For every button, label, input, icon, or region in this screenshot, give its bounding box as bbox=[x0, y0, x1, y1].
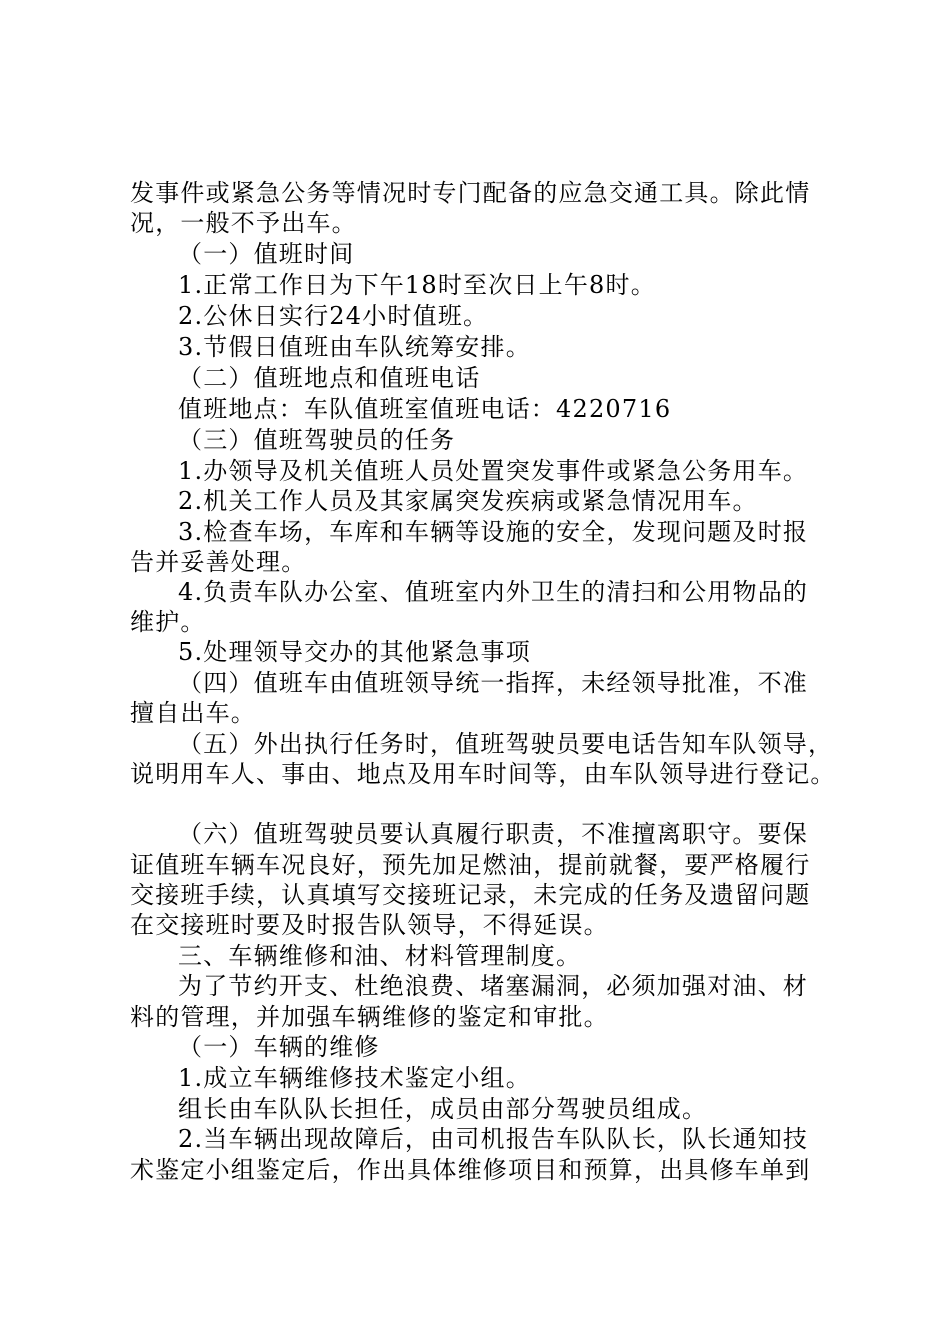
paragraph-line: 告并妥善处理。 bbox=[130, 548, 307, 576]
list-item: 1.正常工作日为下午18时至次日上午8时。 bbox=[178, 271, 656, 299]
paragraph-line: 维护。 bbox=[130, 608, 206, 636]
paragraph-line: 料的管理，并加强车辆维修的鉴定和审批。 bbox=[130, 1003, 609, 1031]
paragraph-line: 为了节约开支、杜绝浪费、堵塞漏洞，必须加强对油、材 bbox=[178, 972, 808, 1000]
section-heading: 三、车辆维修和油、材料管理制度。 bbox=[178, 942, 582, 970]
list-item: 2.机关工作人员及其家属突发疾病或紧急情况用车。 bbox=[178, 487, 758, 515]
paragraph-line: 证值班车辆车况良好，预先加足燃油，提前就餐，要严格履行 bbox=[130, 851, 811, 879]
paragraph-line: 术鉴定小组鉴定后，作出具体维修项目和预算，出具修车单到 bbox=[130, 1156, 811, 1184]
list-item: 3.检查车场，车库和车辆等设施的安全，发现问题及时报 bbox=[178, 518, 809, 546]
paragraph-line: （五）外出执行任务时，值班驾驶员要电话告知车队领导， bbox=[178, 730, 834, 758]
section-heading: （一）值班时间 bbox=[178, 240, 355, 268]
list-item: 2.公休日实行24小时值班。 bbox=[178, 302, 489, 330]
paragraph-line: （六）值班驾驶员要认真履行职责，不准擅离职守。要保 bbox=[178, 820, 808, 848]
list-item: 1.办领导及机关值班人员处置突发事件或紧急公务用车。 bbox=[178, 457, 809, 485]
paragraph-line: 在交接班时要及时报告队领导，不得延误。 bbox=[130, 911, 609, 939]
paragraph-line: 发事件或紧急公务等情况时专门配备的应急交通工具。除此情 bbox=[130, 179, 811, 207]
paragraph-line: （四）值班车由值班领导统一指挥，未经领导批准，不准 bbox=[178, 669, 808, 697]
list-item: 1.成立车辆维修技术鉴定小组。 bbox=[178, 1064, 531, 1092]
list-item: 4.负责车队办公室、值班室内外卫生的清扫和公用物品的 bbox=[178, 578, 809, 606]
paragraph-line: 交接班手续，认真填写交接班记录，未完成的任务及遗留问题 bbox=[130, 881, 811, 909]
section-heading: （一）车辆的维修 bbox=[178, 1033, 380, 1061]
section-heading: （二）值班地点和值班电话 bbox=[178, 364, 481, 392]
paragraph-line: 值班地点：车队值班室值班电话：4220716 bbox=[178, 395, 672, 423]
paragraph-line: 组长由车队队长担任，成员由部分驾驶员组成。 bbox=[178, 1095, 708, 1123]
list-item: 3.节假日值班由车队统筹安排。 bbox=[178, 333, 531, 361]
section-heading: （三）值班驾驶员的任务 bbox=[178, 426, 456, 454]
list-item: 5.处理领导交办的其他紧急事项 bbox=[178, 638, 531, 666]
paragraph-line: 说明用车人、事由、地点及用车时间等，由车队领导进行登记。 bbox=[130, 760, 836, 788]
paragraph-line: 况，一般不予出车。 bbox=[130, 209, 357, 237]
list-item: 2.当车辆出现故障后，由司机报告车队队长，队长通知技 bbox=[178, 1125, 809, 1153]
paragraph-line: 擅自出车。 bbox=[130, 699, 256, 727]
